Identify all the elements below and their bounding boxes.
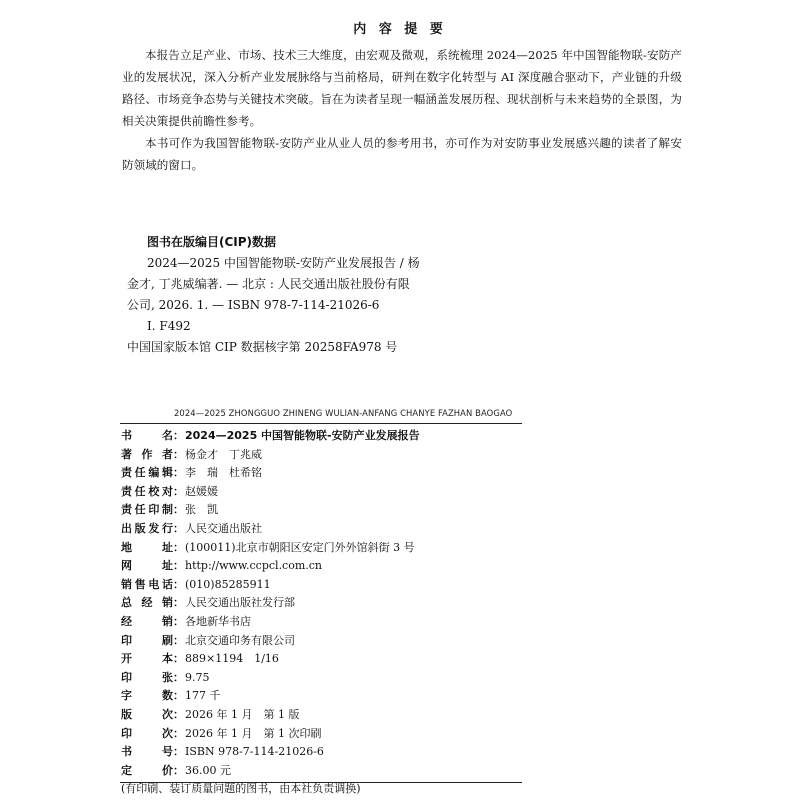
colophon-colon: ： [173, 726, 184, 740]
colophon-row [121, 427, 521, 446]
colophon-colon: ： [173, 689, 184, 703]
colophon-value: 北京交通印务有限公司 [185, 633, 295, 647]
colophon-label-char: 行 [161, 521, 173, 535]
colophon-label-char: 经 [141, 596, 153, 610]
colophon-label-char: 校 [148, 484, 160, 498]
colophon-label-char: 者 [162, 447, 173, 461]
colophon-label-char: 网 [121, 559, 132, 573]
colophon-label-char: 价 [162, 763, 173, 777]
cip-title: 图书在版编目(CIP)数据 [147, 235, 277, 249]
colophon-label [121, 762, 173, 781]
summary-paragraph: 本书可作为我国智能物联-安防产业从业人员的参考用书，亦可作为对安防事业发展感兴趣的读者了解安防领域的窗口。 [122, 136, 682, 172]
colophon-value: 177 千 [185, 689, 221, 703]
colophon-colon: ： [173, 577, 184, 591]
colophon-colon: ： [173, 429, 184, 442]
colophon-colon: ： [173, 447, 184, 461]
colophon-colon: ： [173, 466, 184, 480]
colophon-label [121, 464, 173, 483]
colophon-colon: ： [173, 503, 184, 517]
colophon-colon: ： [173, 652, 184, 666]
colophon-row [121, 594, 521, 613]
colophon-row [121, 483, 521, 502]
colophon-colon: ： [173, 521, 184, 535]
colophon-label-char: 制 [161, 503, 173, 517]
colophon-colon: ： [173, 633, 184, 647]
colophon-row [121, 632, 521, 651]
colophon-row [121, 446, 521, 465]
summary-paragraph: 本报告立足产业、市场、技术三大维度，由宏观及微观，系统梳理 2024—2025 年中国智能物联-安防产业的发展状况，深入分析产业发展脉络与当前格局，研判在数字化转型与 AI 深度融合驱动下，产业链的升级路径、市场竞争态势与关键技术突破。旨在为读者呈现一幅涵盖发展历程、现状剖析与未来趋势的全景图，为相关决策提供前瞻性参考。 [122, 48, 682, 128]
colophon-row [121, 539, 521, 558]
colophon-label [121, 613, 173, 632]
colophon-label-char: 书 [121, 745, 132, 759]
colophon-value: 2026 年 1 月 第 1 次印刷 [185, 726, 322, 740]
colophon-label-char: 经 [121, 614, 132, 628]
colophon-label-char: 销 [162, 614, 173, 628]
colophon-label-char: 电 [148, 577, 160, 591]
colophon-label-char: 话 [161, 577, 173, 591]
colophon-row [121, 669, 521, 688]
colophon-label-char: 售 [134, 577, 146, 591]
colophon-label [121, 446, 173, 465]
quality-note: (有印刷、装订质量问题的图书，由本社负责调换) [121, 782, 361, 796]
colophon-label [121, 743, 173, 762]
colophon-label [121, 725, 173, 744]
colophon-colon: ： [173, 596, 184, 610]
colophon-label [121, 650, 173, 669]
pinyin-title: 2024—2025 ZHONGGUO ZHINENG WULIAN-ANFANG CHANYE FAZHAN BAOGAO [174, 408, 513, 418]
colophon-value: http://www.ccpcl.com.cn [185, 559, 323, 573]
colophon-label-char: 地 [121, 540, 132, 554]
colophon-label-char: 作 [141, 447, 153, 461]
colophon-label-char: 著 [121, 447, 132, 461]
colophon-label [121, 687, 173, 706]
colophon-label-char: 版 [134, 521, 146, 535]
colophon-row [121, 706, 521, 725]
colophon-label-char: 出 [121, 521, 132, 535]
cip-line: 公司, 2026. 1. — ISBN 978-7-114-21026-6 [127, 298, 380, 312]
colophon-row [121, 613, 521, 632]
cip-block [127, 232, 487, 358]
summary-body [122, 44, 682, 176]
colophon-row [121, 557, 521, 576]
colophon-label [121, 594, 173, 613]
colophon-row [121, 762, 521, 781]
colophon-label [121, 501, 173, 520]
colophon-colon: ： [173, 707, 184, 721]
colophon-label-char: 定 [121, 763, 132, 777]
colophon-label-char: 任 [134, 484, 146, 498]
cip-line: 2024—2025 中国智能物联-安防产业发展报告 / 杨 [147, 256, 420, 270]
colophon-value: 人民交通出版社 [185, 521, 262, 535]
cip-line: Ⅰ. F492 [147, 319, 191, 333]
colophon-value: 各地新华书店 [185, 614, 251, 628]
colophon-label-char: 责 [121, 503, 132, 517]
colophon-label-char: 印 [121, 726, 132, 740]
colophon-value: (010)85285911 [185, 577, 271, 591]
colophon-label-char: 字 [121, 689, 132, 703]
colophon-label-char: 总 [121, 596, 132, 610]
colophon-colon: ： [173, 559, 184, 573]
colophon-label-char: 任 [134, 503, 146, 517]
cip-line: 中国国家版本馆 CIP 数据核字第 20258FA978 号 [127, 340, 398, 354]
colophon-label-char: 刷 [162, 633, 173, 647]
colophon-value: 杨金才 丁兆威 [185, 447, 262, 461]
colophon-label [121, 427, 173, 446]
colophon-label [121, 520, 173, 539]
colophon-colon: ： [173, 745, 184, 759]
colophon-label [121, 632, 173, 651]
colophon-label-char: 印 [148, 503, 160, 517]
colophon-label-char: 名 [162, 429, 173, 442]
summary-title: 内 容 提 要 [353, 22, 447, 37]
colophon-row [121, 520, 521, 539]
colophon-label-char: 版 [121, 707, 132, 721]
colophon-label-char: 责 [121, 484, 132, 498]
colophon-label-char: 本 [162, 652, 173, 666]
colophon-value: 赵媛媛 [185, 484, 218, 498]
colophon-label [121, 669, 173, 688]
colophon-label-char: 印 [121, 633, 132, 647]
colophon-value: 张 凯 [185, 503, 218, 517]
colophon-value: 2024—2025 中国智能物联-安防产业发展报告 [185, 429, 420, 442]
colophon-label-char: 次 [162, 726, 173, 740]
colophon-label [121, 483, 173, 502]
colophon-row [121, 650, 521, 669]
divider-top [120, 423, 522, 424]
cip-line: 金才, 丁兆威编著. — 北京 : 人民交通出版社股份有限 [127, 277, 410, 291]
colophon-colon: ： [173, 614, 184, 628]
colophon-label-char: 号 [162, 745, 173, 759]
colophon-value: ISBN 978-7-114-21026-6 [185, 745, 324, 759]
colophon-label-char: 址 [162, 559, 173, 573]
colophon-label-char: 开 [121, 652, 132, 666]
colophon-value: 人民交通出版社发行部 [185, 596, 295, 610]
colophon-label-char: 书 [121, 429, 132, 442]
colophon-label [121, 706, 173, 725]
colophon-row [121, 687, 521, 706]
colophon-label-char: 张 [162, 670, 173, 684]
colophon-value: (100011)北京市朝阳区安定门外外馆斜街 3 号 [185, 540, 415, 554]
colophon-value: 889×1194 1/16 [185, 652, 279, 666]
colophon-row [121, 464, 521, 483]
colophon-value: 2026 年 1 月 第 1 版 [185, 707, 300, 721]
colophon-colon: ： [173, 484, 184, 498]
colophon-label-char: 数 [162, 689, 173, 703]
colophon-label-char: 对 [161, 484, 173, 498]
colophon-label-char: 址 [162, 540, 173, 554]
colophon-label-char: 编 [148, 466, 160, 480]
colophon-label-char: 次 [162, 707, 173, 721]
colophon-label [121, 576, 173, 595]
colophon-colon: ： [173, 670, 184, 684]
colophon-value: 36.00 元 [185, 763, 231, 777]
colophon-colon: ： [173, 763, 184, 777]
colophon-label-char: 辑 [161, 466, 173, 480]
divider-bottom [120, 782, 522, 783]
colophon-value: 李 瑞 杜希铭 [185, 466, 262, 480]
colophon-row [121, 501, 521, 520]
colophon-label-char: 发 [148, 521, 160, 535]
colophon-label-char: 任 [134, 466, 146, 480]
colophon-row [121, 725, 521, 744]
colophon-row [121, 576, 521, 595]
colophon-label-char: 印 [121, 670, 132, 684]
colophon-label-char: 责 [121, 466, 132, 480]
colophon-row [121, 743, 521, 762]
colophon-label-char: 销 [162, 596, 173, 610]
colophon-label [121, 557, 173, 576]
colophon-label-char: 销 [121, 577, 132, 591]
colophon [121, 427, 521, 798]
colophon-value: 9.75 [185, 670, 210, 684]
colophon-label [121, 539, 173, 558]
colophon-colon: ： [173, 540, 184, 554]
